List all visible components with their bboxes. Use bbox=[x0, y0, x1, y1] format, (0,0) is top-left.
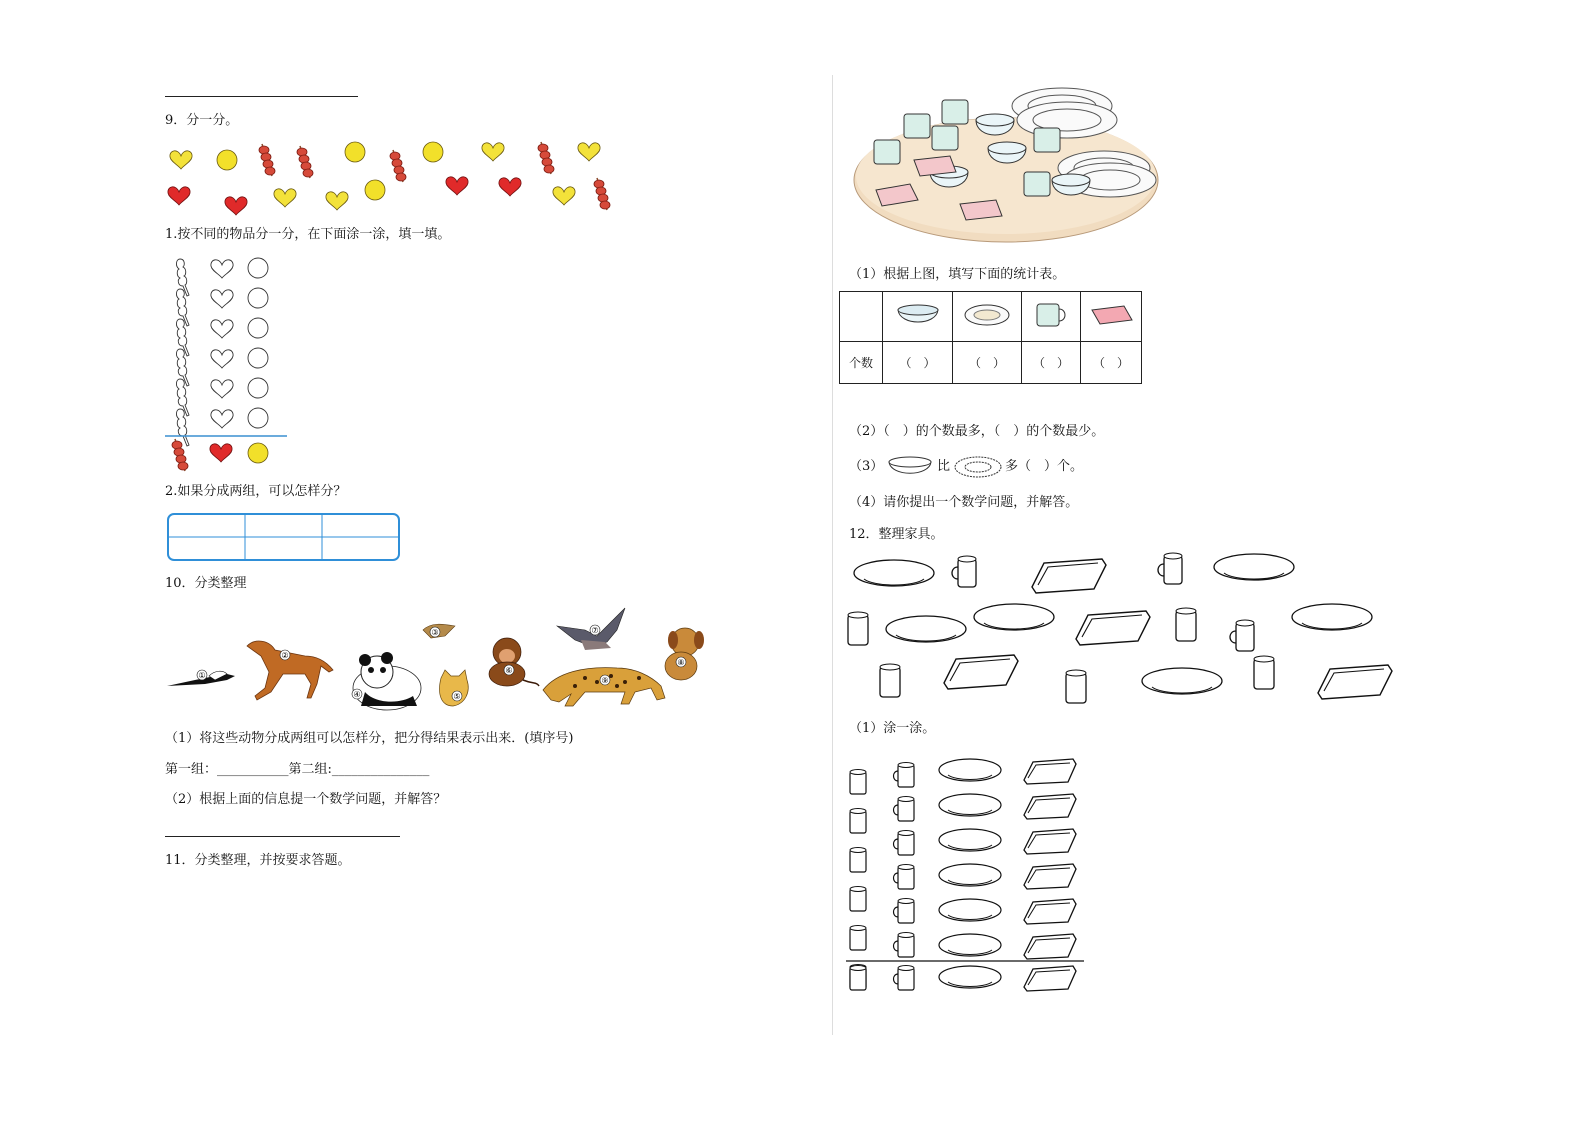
cup-icon bbox=[1033, 301, 1069, 329]
answer-line-top bbox=[165, 96, 358, 97]
q10-groups-line[interactable]: 第一组：___________第二组:_______________ bbox=[165, 762, 430, 777]
q12-title: 12．整理家具。 bbox=[849, 527, 944, 542]
q11-sub2: （2）（ ）的个数最多，（ ）的个数最少。 bbox=[849, 424, 1105, 439]
leopard-animal bbox=[543, 668, 665, 706]
bowl-icon bbox=[896, 302, 940, 328]
plate-icon bbox=[953, 455, 1003, 479]
table-blank-cup[interactable]: （ ） bbox=[1022, 342, 1081, 384]
table-header-bowl bbox=[883, 292, 953, 342]
kitten-animal bbox=[440, 670, 469, 706]
svg-text:⑥: ⑥ bbox=[505, 666, 513, 675]
q12-color-chart[interactable] bbox=[846, 752, 1096, 1002]
q11-sub3-mid: 比 bbox=[937, 459, 951, 474]
table-header-napkin bbox=[1081, 292, 1142, 342]
svg-text:②: ② bbox=[281, 651, 289, 660]
q10-sub2: （2）根据上面的信息提一个数学问题，并解答？ bbox=[165, 792, 447, 807]
q9-sub2: 2.如果分成两组，可以怎样分？ bbox=[165, 484, 347, 499]
q12-sub1: （1）涂一涂。 bbox=[849, 721, 936, 736]
table-header-cup bbox=[1022, 292, 1081, 342]
q11-title: 11．分类整理，并按要求答题。 bbox=[165, 853, 351, 868]
bowl-icon bbox=[887, 455, 935, 479]
table-blank-bowl[interactable]: （ ） bbox=[883, 342, 953, 384]
puppy-animal bbox=[665, 628, 704, 680]
svg-text:⑧: ⑧ bbox=[677, 658, 685, 667]
q12-items-picture bbox=[846, 545, 1406, 710]
q11-sub1: （1）根据上图，填写下面的统计表。 bbox=[849, 267, 1066, 282]
q9-items-picture bbox=[165, 138, 635, 218]
monkey-animal bbox=[489, 638, 539, 686]
q11-sub3-prefix: （3） bbox=[849, 459, 884, 474]
q11-stat-table bbox=[839, 291, 1142, 384]
q10-answer-line[interactable] bbox=[165, 836, 400, 837]
table-blank-plate[interactable]: （ ） bbox=[953, 342, 1022, 384]
q9-group-grid[interactable] bbox=[167, 513, 403, 563]
napkin-icon bbox=[1088, 302, 1134, 328]
column-divider bbox=[832, 75, 833, 1035]
horse-animal bbox=[247, 641, 333, 700]
svg-text:③: ③ bbox=[431, 628, 439, 637]
plate-icon bbox=[963, 302, 1011, 328]
q9-title: 9．分一分。 bbox=[165, 113, 239, 128]
table-row-label: 个数 bbox=[840, 342, 883, 384]
svg-text:⑦: ⑦ bbox=[591, 626, 599, 635]
q12-chart-row[interactable] bbox=[850, 794, 1076, 833]
q10-animals-picture bbox=[165, 600, 725, 715]
q11-sub3-suffix: 多（ ）个。 bbox=[1005, 459, 1084, 474]
svg-text:⑤: ⑤ bbox=[453, 692, 461, 701]
q11-sub4: （4）请你提出一个数学问题，并解答。 bbox=[849, 495, 1079, 510]
svg-text:①: ① bbox=[198, 671, 206, 680]
q9-chart-row[interactable] bbox=[176, 408, 268, 446]
magpie-animal bbox=[167, 670, 235, 686]
eagle-animal bbox=[557, 608, 625, 650]
table-corner-cell bbox=[840, 292, 883, 342]
q10-title: 10．分类整理 bbox=[165, 576, 247, 591]
small-bird-animal bbox=[423, 624, 455, 638]
q12-chart-row[interactable] bbox=[850, 759, 1076, 794]
svg-text:④: ④ bbox=[353, 690, 361, 699]
table-blank-napkin[interactable]: （ ） bbox=[1081, 342, 1142, 384]
q11-tableware-picture bbox=[852, 80, 1172, 250]
q10-sub1: （1）将这些动物分成两组可以怎样分，把分得结果表示出来．(填序号) bbox=[165, 731, 574, 746]
q9-color-chart[interactable] bbox=[165, 255, 295, 470]
q9-sub1: 1.按不同的物品分一分，在下面涂一涂，填一填。 bbox=[165, 227, 451, 242]
panda-animal bbox=[352, 652, 421, 710]
svg-text:⑨: ⑨ bbox=[601, 676, 609, 685]
table-header-plate bbox=[953, 292, 1022, 342]
